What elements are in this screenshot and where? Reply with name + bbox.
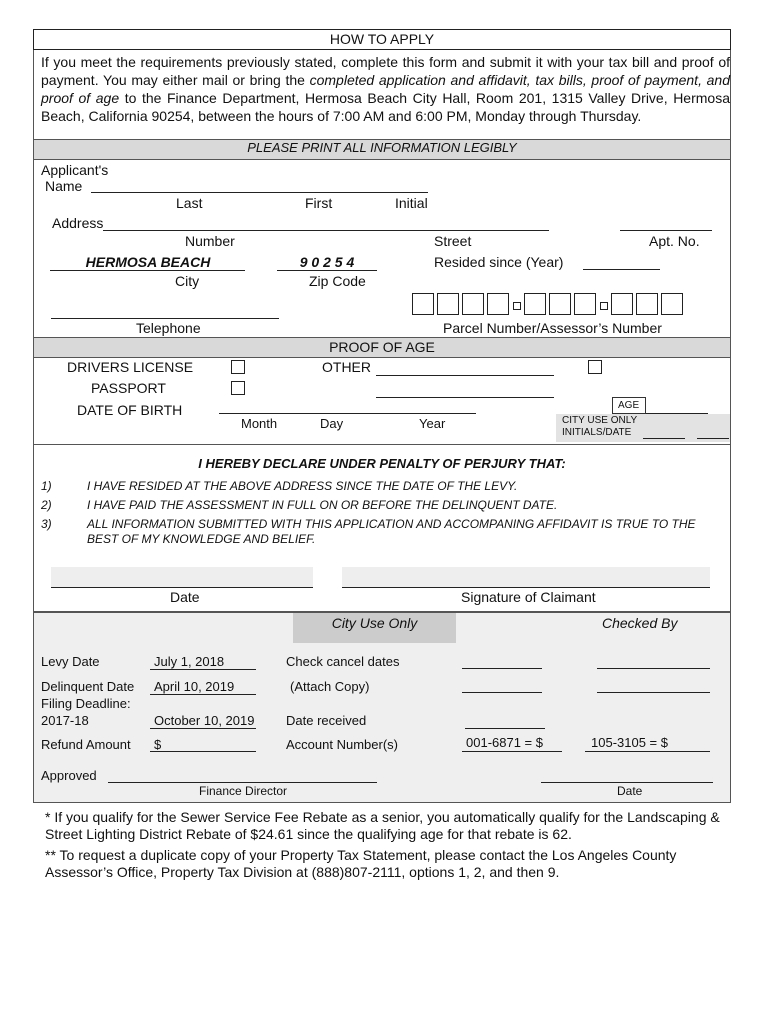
refund-amount-value: $ xyxy=(154,737,162,752)
footnote-1: * If you qualify for the Sewer Service Fee Rebate as a senior, you automatically qualify for the Landscaping & Street Lighting District Rebate of $24.61 since the qualifying age for that rebate is 62. xyxy=(45,809,720,842)
parcel-digit-box[interactable] xyxy=(487,293,509,315)
filing-deadline-line xyxy=(150,728,256,729)
telephone-label: Telephone xyxy=(136,320,201,336)
parcel-separator-box xyxy=(513,302,521,310)
filing-deadline-label: Filing Deadline: xyxy=(41,696,131,711)
initials-input-line[interactable] xyxy=(643,438,685,439)
account-2-value: 105-3105 = $ xyxy=(591,735,668,750)
city-value: HERMOSA BEACH xyxy=(85,254,211,270)
city-label: City xyxy=(175,273,200,289)
finance-director-label: Finance Director xyxy=(199,784,288,798)
date-field-shade xyxy=(51,567,313,587)
date-received-line[interactable] xyxy=(465,728,545,729)
refund-amount-label: Refund Amount xyxy=(41,737,131,752)
zip-label: Zip Code xyxy=(309,273,366,289)
date-of-birth-input-line[interactable] xyxy=(219,413,476,414)
zip-value: 9 0 2 5 4 xyxy=(299,254,355,270)
first-label: First xyxy=(305,195,333,211)
other-label: OTHER xyxy=(322,359,371,375)
initial-label: Initial xyxy=(395,195,428,211)
checked-by-line-2[interactable] xyxy=(597,692,710,693)
declaration-date-line[interactable] xyxy=(51,587,313,588)
passport-label: PASSPORT xyxy=(91,380,166,396)
year-label: Year xyxy=(419,416,446,431)
levy-date-line xyxy=(150,669,256,670)
city-input-line[interactable] xyxy=(50,270,245,271)
resided-since-input-line[interactable] xyxy=(583,269,660,270)
levy-date-value: July 1, 2018 xyxy=(154,654,225,669)
footnote-2: ** To request a duplicate copy of your Property Tax Statement, please contact the Los Angeles County Assessor’s Office, Property Tax Division at (888)807-2111, options 1, 2, and then 9. xyxy=(45,847,677,880)
account-numbers-label: Account Number(s) xyxy=(286,737,398,752)
date-received-label: Date received xyxy=(286,713,367,728)
proof-of-age-title: PROOF OF AGE xyxy=(329,339,435,355)
name-label: Name xyxy=(45,178,83,194)
parcel-digit-box[interactable] xyxy=(524,293,546,315)
delinquent-date-value: April 10, 2019 xyxy=(154,679,235,694)
initials-date-input-line[interactable] xyxy=(697,438,729,439)
declaration-date-label: Date xyxy=(170,589,200,605)
other-checkbox[interactable] xyxy=(588,360,602,374)
declaration-item-text: ALL INFORMATION SUBMITTED WITH THIS APPLICATION AND ACCOMPANING AFFIDAVIT IS TRUE TO THE BEST OF MY KNOWLEDGE AND BELIEF. xyxy=(87,517,696,546)
parcel-digit-box[interactable] xyxy=(636,293,658,315)
filing-year-label: 2017-18 xyxy=(41,713,89,728)
resided-since-label: Resided since (Year) xyxy=(434,254,564,270)
approved-date-label: Date xyxy=(617,784,643,798)
account-2-line[interactable] xyxy=(585,751,710,752)
telephone-input-line[interactable] xyxy=(51,318,279,319)
finance-director-line[interactable] xyxy=(108,782,377,783)
parcel-digit-box[interactable] xyxy=(574,293,596,315)
declaration-item-text: I HAVE PAID THE ASSESSMENT IN FULL ON OR BEFORE THE DELINQUENT DATE. xyxy=(87,498,558,512)
address-label: Address xyxy=(52,215,104,231)
month-label: Month xyxy=(241,416,278,431)
date-of-birth-label: DATE OF BIRTH xyxy=(77,402,183,418)
city-use-only-mini-label: CITY USE ONLY xyxy=(562,415,638,426)
drivers-license-label: DRIVERS LICENSE xyxy=(67,359,194,375)
drivers-license-checkbox[interactable] xyxy=(231,360,245,374)
delinquent-date-label: Delinquent Date xyxy=(41,679,135,694)
checked-by-label: Checked By xyxy=(602,615,678,631)
intro-paragraph: If you meet the requirements previously stated, complete this form and submit it with your tax bill and proof of payment. You may either mail or bring the completed application and affidavit, tax bills, proof of payment, and proof of age to the Finance Department, Hermosa Beach City Hall, Room 201, 1315 Valley Drive, Hermosa Beach, California 90254, between the hours of 7:00 AM and 6:00 PM, Monday through Thursday. xyxy=(41,54,730,124)
parcel-digit-box[interactable] xyxy=(462,293,484,315)
street-label: Street xyxy=(434,233,472,249)
apt-label: Apt. No. xyxy=(649,233,700,249)
delinquent-date-line xyxy=(150,694,256,695)
other-input-line-2[interactable] xyxy=(376,397,554,398)
parcel-digit-box[interactable] xyxy=(437,293,459,315)
checked-by-line-1[interactable] xyxy=(597,668,710,669)
check-cancel-label: Check cancel dates xyxy=(286,654,400,669)
filing-deadline-value: October 10, 2019 xyxy=(154,713,255,728)
parcel-digit-box[interactable] xyxy=(412,293,434,315)
number-label: Number xyxy=(185,233,235,249)
print-notice: PLEASE PRINT ALL INFORMATION LEGIBLY xyxy=(247,140,517,155)
parcel-digit-box[interactable] xyxy=(611,293,633,315)
parcel-label: Parcel Number/Assessor’s Number xyxy=(443,320,662,336)
declaration-item-number: 1) xyxy=(41,479,52,493)
parcel-digit-box[interactable] xyxy=(661,293,683,315)
check-cancel-line-1[interactable] xyxy=(462,668,542,669)
signature-field-shade xyxy=(342,567,710,587)
approved-label: Approved xyxy=(41,768,97,783)
parcel-separator-box xyxy=(600,302,608,310)
declaration-item-text: I HAVE RESIDED AT THE ABOVE ADDRESS SINCE THE DATE OF THE LEVY. xyxy=(87,479,518,493)
day-label: Day xyxy=(320,416,344,431)
age-label: AGE xyxy=(618,400,640,411)
section-title-how-to-apply: HOW TO APPLY xyxy=(329,31,435,47)
account-1-value: 001-6871 = $ xyxy=(466,735,543,750)
apt-input-line[interactable] xyxy=(620,230,712,231)
signature-line[interactable] xyxy=(342,587,710,588)
other-input-line[interactable] xyxy=(376,375,554,376)
last-label: Last xyxy=(176,195,203,211)
signature-label: Signature of Claimant xyxy=(461,589,596,605)
passport-checkbox[interactable] xyxy=(231,381,245,395)
declaration-item-number: 2) xyxy=(41,498,52,512)
parcel-digit-box[interactable] xyxy=(549,293,571,315)
check-cancel-line-2[interactable] xyxy=(462,692,542,693)
initials-date-label: INITIALS/DATE xyxy=(562,427,632,438)
attach-copy-label: (Attach Copy) xyxy=(290,679,370,694)
account-1-line[interactable] xyxy=(462,751,562,752)
approved-date-line[interactable] xyxy=(541,782,713,783)
refund-amount-line[interactable] xyxy=(150,751,256,752)
applicant-label: Applicant's xyxy=(41,162,109,178)
declaration-item-number: 3) xyxy=(41,517,52,531)
name-input-line[interactable] xyxy=(91,192,428,193)
zip-input-line[interactable] xyxy=(277,270,377,271)
declaration-title: I HEREBY DECLARE UNDER PENALTY OF PERJURY THAT: xyxy=(198,456,566,471)
city-use-title: City Use Only xyxy=(331,615,418,631)
address-input-line[interactable] xyxy=(103,230,549,231)
levy-date-label: Levy Date xyxy=(41,654,100,669)
